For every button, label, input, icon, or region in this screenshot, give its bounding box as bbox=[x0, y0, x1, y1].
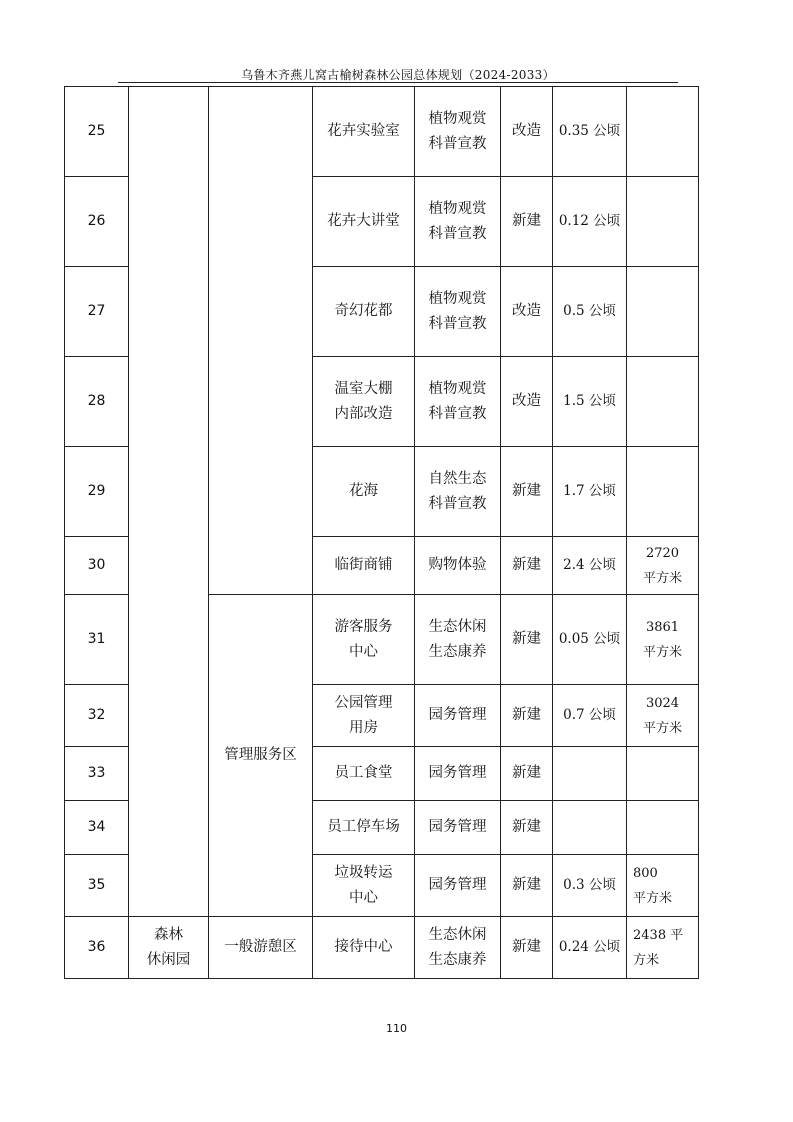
land-area bbox=[553, 801, 627, 855]
land-area: 0.24 公顷 bbox=[553, 917, 627, 979]
project-function: 植物观赏 科普宣教 bbox=[415, 87, 501, 177]
building-area bbox=[627, 447, 699, 537]
building-area: 2438 平 方米 bbox=[627, 917, 699, 979]
row-number: 30 bbox=[65, 537, 129, 595]
project-function: 园务管理 bbox=[415, 685, 501, 747]
project-function: 生态休闲 生态康养 bbox=[415, 595, 501, 685]
building-area: 3024 平方米 bbox=[627, 685, 699, 747]
zone-management-service: 管理服务区 bbox=[209, 595, 313, 917]
table-row bbox=[65, 917, 699, 979]
building-area bbox=[627, 747, 699, 801]
project-function: 植物观赏 科普宣教 bbox=[415, 357, 501, 447]
row-number: 35 bbox=[65, 855, 129, 917]
project-function: 购物体验 bbox=[415, 537, 501, 595]
page-number: 110 bbox=[386, 1022, 407, 1035]
project-name: 游客服务 中心 bbox=[313, 595, 415, 685]
project-table bbox=[64, 86, 699, 979]
zone-forest-leisure: 森林 休闲园 bbox=[129, 917, 209, 979]
construction-type: 改造 bbox=[501, 267, 553, 357]
land-area: 0.3 公顷 bbox=[553, 855, 627, 917]
level1-cell-empty bbox=[129, 87, 209, 917]
land-area: 0.12 公顷 bbox=[553, 177, 627, 267]
project-function: 自然生态 科普宣教 bbox=[415, 447, 501, 537]
project-function: 园务管理 bbox=[415, 801, 501, 855]
project-name: 花卉大讲堂 bbox=[313, 177, 415, 267]
building-area: 800 平方米 bbox=[627, 855, 699, 917]
level2-cell-empty bbox=[209, 87, 313, 595]
row-number: 26 bbox=[65, 177, 129, 267]
construction-type: 新建 bbox=[501, 855, 553, 917]
project-function: 植物观赏 科普宣教 bbox=[415, 177, 501, 267]
building-area bbox=[627, 177, 699, 267]
row-number: 32 bbox=[65, 685, 129, 747]
project-name: 员工停车场 bbox=[313, 801, 415, 855]
project-name: 奇幻花都 bbox=[313, 267, 415, 357]
land-area: 0.7 公顷 bbox=[553, 685, 627, 747]
construction-type: 新建 bbox=[501, 917, 553, 979]
construction-type: 改造 bbox=[501, 357, 553, 447]
project-name: 员工食堂 bbox=[313, 747, 415, 801]
row-number: 28 bbox=[65, 357, 129, 447]
construction-type: 新建 bbox=[501, 537, 553, 595]
building-area: 3861 平方米 bbox=[627, 595, 699, 685]
project-function: 生态休闲 生态康养 bbox=[415, 917, 501, 979]
row-number: 33 bbox=[65, 747, 129, 801]
land-area: 1.5 公顷 bbox=[553, 357, 627, 447]
header-rule bbox=[118, 82, 678, 83]
land-area: 0.35 公顷 bbox=[553, 87, 627, 177]
zone-general-recreation: 一般游憩区 bbox=[209, 917, 313, 979]
row-number: 36 bbox=[65, 917, 129, 979]
project-name: 临街商铺 bbox=[313, 537, 415, 595]
building-area: 2720 平方米 bbox=[627, 537, 699, 595]
land-area: 0.05 公顷 bbox=[553, 595, 627, 685]
construction-type: 新建 bbox=[501, 801, 553, 855]
building-area bbox=[627, 267, 699, 357]
table-row bbox=[65, 87, 699, 177]
land-area bbox=[553, 747, 627, 801]
land-area: 2.4 公顷 bbox=[553, 537, 627, 595]
row-number: 31 bbox=[65, 595, 129, 685]
project-function: 园务管理 bbox=[415, 855, 501, 917]
row-number: 27 bbox=[65, 267, 129, 357]
construction-type: 新建 bbox=[501, 685, 553, 747]
row-number: 29 bbox=[65, 447, 129, 537]
building-area bbox=[627, 87, 699, 177]
row-number: 34 bbox=[65, 801, 129, 855]
construction-type: 新建 bbox=[501, 177, 553, 267]
project-function: 植物观赏 科普宣教 bbox=[415, 267, 501, 357]
project-name: 公园管理 用房 bbox=[313, 685, 415, 747]
land-area: 1.7 公顷 bbox=[553, 447, 627, 537]
document-header-title: 乌鲁木齐燕儿窝古榆树森林公园总体规划（2024-2033） bbox=[241, 68, 555, 82]
land-area: 0.5 公顷 bbox=[553, 267, 627, 357]
project-name: 花卉实验室 bbox=[313, 87, 415, 177]
project-name: 接待中心 bbox=[313, 917, 415, 979]
construction-type: 新建 bbox=[501, 595, 553, 685]
project-name: 花海 bbox=[313, 447, 415, 537]
building-area bbox=[627, 357, 699, 447]
construction-type: 新建 bbox=[501, 747, 553, 801]
construction-type: 改造 bbox=[501, 87, 553, 177]
project-name: 温室大棚 内部改造 bbox=[313, 357, 415, 447]
project-function: 园务管理 bbox=[415, 747, 501, 801]
row-number: 25 bbox=[65, 87, 129, 177]
construction-type: 新建 bbox=[501, 447, 553, 537]
building-area bbox=[627, 801, 699, 855]
project-name: 垃圾转运 中心 bbox=[313, 855, 415, 917]
